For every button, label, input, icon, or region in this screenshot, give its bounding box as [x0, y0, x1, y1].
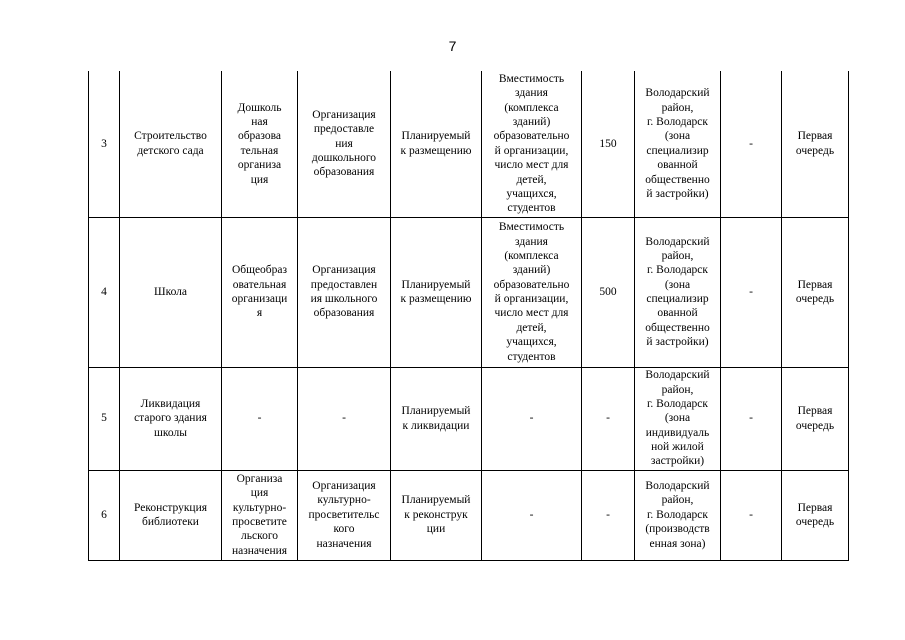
implementation-phase: Первая очередь [782, 71, 849, 217]
characteristic-value: - [582, 470, 635, 560]
object-type: Организа ция культурно- просветите льского назначения [222, 470, 298, 560]
table-row [89, 71, 849, 217]
object-purpose: - [298, 367, 391, 470]
implementation-phase: Первая очередь [782, 367, 849, 470]
row-number: 5 [89, 367, 120, 470]
object-name: Реконструкция библиотеки [120, 470, 222, 560]
object-purpose: Организация культурно- просветительс кого назначения [298, 470, 391, 560]
row-number: 3 [89, 71, 120, 217]
object-characteristic: Вместимость здания (комплекса зданий) образовательно й организации, число мест для детей, учащихся, студентов [482, 71, 582, 217]
object-location: Володарский район, г. Володарск (зона специализир ованной общественно й застройки) [635, 217, 721, 367]
table-row [89, 470, 849, 560]
restriction-zone: - [721, 470, 782, 560]
object-location: Володарский район, г. Володарск (зона индивидуаль ной жилой застройки) [635, 367, 721, 470]
restriction-zone: - [721, 217, 782, 367]
table-row [89, 367, 849, 470]
row-number: 6 [89, 470, 120, 560]
object-type: - [222, 367, 298, 470]
object-name: Строительство детского сада [120, 71, 222, 217]
object-purpose: Организация предоставлен ия школьного образования [298, 217, 391, 367]
restriction-zone: - [721, 71, 782, 217]
object-name: Школа [120, 217, 222, 367]
characteristic-value: - [582, 367, 635, 470]
object-status: Планируемый к реконструк ции [391, 470, 482, 560]
planning-table [88, 71, 849, 561]
table-row [89, 217, 849, 367]
object-location: Володарский район, г. Володарск (производств енная зона) [635, 470, 721, 560]
object-location: Володарский район, г. Володарск (зона специализир ованной общественно й застройки) [635, 71, 721, 217]
page-number: 7 [448, 38, 457, 54]
object-type: Общеобраз овательная организаци я [222, 217, 298, 367]
object-status: Планируемый к размещению [391, 71, 482, 217]
row-number: 4 [89, 217, 120, 367]
restriction-zone: - [721, 367, 782, 470]
object-purpose: Организация предоставле ния дошкольного образования [298, 71, 391, 217]
object-characteristic: - [482, 470, 582, 560]
object-name: Ликвидация старого здания школы [120, 367, 222, 470]
object-type: Дошколь ная образова тельная организа ция [222, 71, 298, 217]
characteristic-value: 500 [582, 217, 635, 367]
implementation-phase: Первая очередь [782, 217, 849, 367]
object-status: Планируемый к ликвидации [391, 367, 482, 470]
implementation-phase: Первая очередь [782, 470, 849, 560]
object-characteristic: - [482, 367, 582, 470]
object-characteristic: Вместимость здания (комплекса зданий) образовательно й организации, число мест для детей, учащихся, студентов [482, 217, 582, 367]
characteristic-value: 150 [582, 71, 635, 217]
object-status: Планируемый к размещению [391, 217, 482, 367]
